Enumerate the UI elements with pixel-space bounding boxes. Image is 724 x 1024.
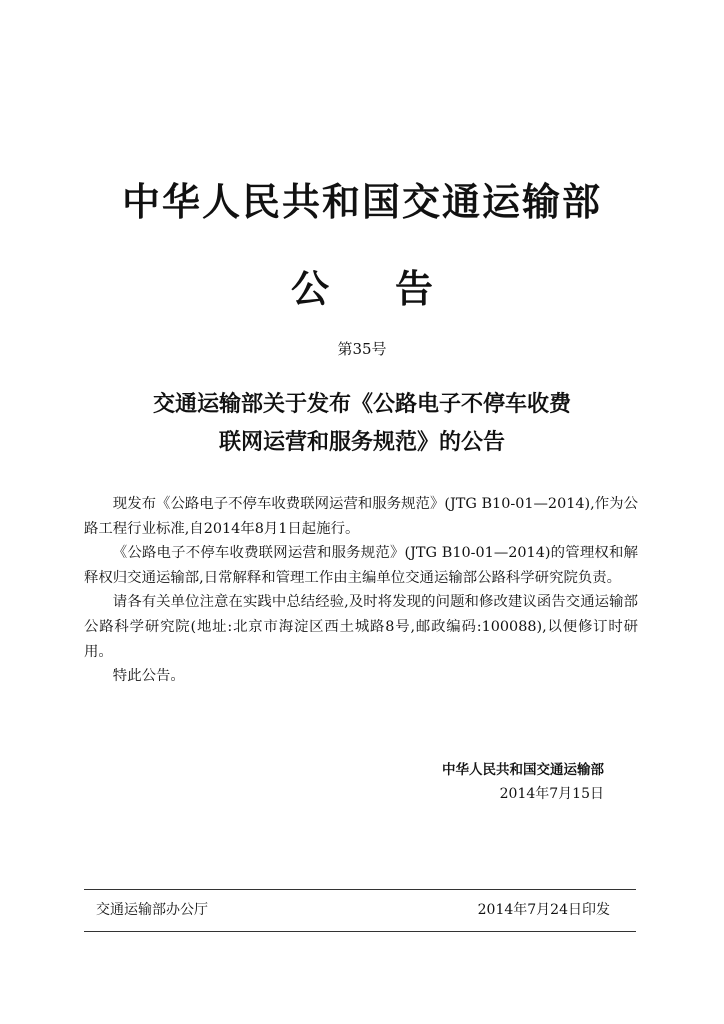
- signature-date: 2014年7月15日: [499, 786, 604, 802]
- signature-org: 中华人民共和国交通运输部: [442, 762, 604, 778]
- ministry-heading: 中华人民共和国交通运输部: [121, 180, 602, 224]
- body-text: [84, 492, 638, 689]
- footer-issuer: 交通运输部办公厅: [96, 902, 208, 918]
- notice-number: 第35号: [337, 340, 387, 358]
- signature-block: [442, 758, 604, 806]
- footer-top-rule: [84, 889, 636, 890]
- body-paragraph-4: 特此公告。: [112, 668, 185, 685]
- footer-print-date: 2014年7月24日印发: [477, 902, 610, 918]
- document-title-line-2: 联网运营和服务规范》的公告: [218, 429, 505, 455]
- notice-heading: [0, 263, 724, 315]
- document-title: [0, 385, 724, 461]
- body-paragraph-2: 《公路电子不停车收费联网运营和服务规范》(JTG B10-01—2014)的管理权和解释权归交通运输部,日常解释和管理工作由主编单位交通运输部公路科学研究院负责。: [84, 545, 638, 586]
- notice-char-1: 公: [290, 267, 329, 311]
- document-title-line-1: 交通运输部关于发布《公路电子不停车收费: [152, 391, 571, 417]
- notice-char-2: 告: [395, 267, 434, 311]
- body-paragraph-3: 请各有关单位注意在实践中总结经验,及时将发现的问题和修改建议函告交通运输部公路科学研究院(地址:北京市海淀区西土城路8号,邮政编码:100088),以便修订时研用。: [84, 594, 638, 660]
- body-paragraph-1: 现发布《公路电子不停车收费联网运营和服务规范》(JTG B10-01—2014),作为公路工程行业标准,自2014年8月1日起施行。: [84, 496, 638, 537]
- footer-bottom-rule: [84, 931, 636, 932]
